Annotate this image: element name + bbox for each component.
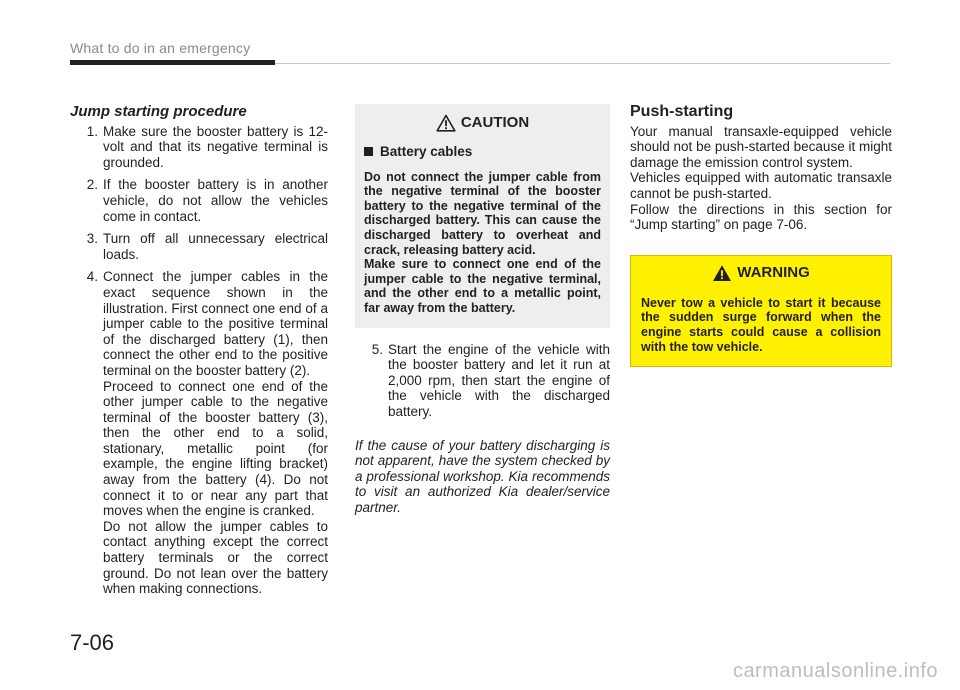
step-4 bbox=[70, 269, 328, 596]
step-2 bbox=[70, 177, 328, 224]
step-text: Make sure the booster battery is 12-volt and that its negative terminal is grounded. bbox=[103, 123, 328, 170]
step-5 bbox=[355, 342, 610, 420]
caution-title bbox=[364, 114, 601, 132]
step-4-paragraph-2: Proceed to connect one end of the other jumper cable to the negative terminal of the booster battery (3), then the other end to a solid, stationary, metallic point (for example, the engine lifting bracket) away from the battery (4). Do not connect it to or near any part that moves when the engine is cranked. bbox=[103, 378, 328, 519]
watermark: carmanualsonline.info bbox=[732, 660, 938, 682]
step-number: 1. bbox=[86, 123, 98, 139]
step-number: 5. bbox=[371, 341, 383, 357]
step-4-paragraph-1: Connect the jumper cables in the exact sequence shown in the illustration. First connect one end of a jumper cable to the positive terminal of the discharged battery (1), then connect the other end to the positive terminal on the booster battery (2). bbox=[103, 269, 328, 378]
warning-triangle-icon bbox=[712, 264, 732, 282]
square-bullet-icon bbox=[364, 147, 373, 156]
step-number: 2. bbox=[86, 177, 98, 193]
jump-starting-heading: Jump starting procedure bbox=[70, 103, 247, 120]
step-number: 3. bbox=[86, 231, 98, 247]
step-text: Start the engine of the vehicle with the booster battery and let it run at 2,000 rpm, then start the engine of the vehicle with the discharged battery. bbox=[388, 341, 610, 419]
push-starting-paragraph-1: Your manual transaxle-equipped vehicle should not be push-started because it might damage the emission control system. bbox=[630, 123, 892, 170]
running-header: What to do in an emergency bbox=[70, 40, 251, 56]
caution-subheading-text: Battery cables bbox=[380, 144, 473, 159]
jump-start-steps bbox=[70, 124, 328, 597]
step-1 bbox=[70, 124, 328, 171]
push-starting-heading: Push-starting bbox=[630, 103, 734, 120]
caution-box bbox=[355, 104, 610, 328]
step-text bbox=[103, 269, 328, 596]
caution-title-text: CAUTION bbox=[460, 114, 530, 132]
step-number: 4. bbox=[86, 269, 98, 285]
step-3 bbox=[70, 231, 328, 262]
caution-paragraph-1: Do not connect the jumper cable from the negative terminal of the booster battery to the negative terminal of the discharged battery. This can cause the discharged battery to overheat and crack, releasing battery acid. bbox=[364, 169, 601, 257]
caution-subheading bbox=[364, 144, 601, 160]
left-column bbox=[70, 104, 328, 604]
page-number: 7-06 bbox=[70, 630, 115, 655]
warning-box bbox=[630, 255, 892, 367]
battery-note: If the cause of your battery discharging is not apparent, have the system checked by a professional workshop. Kia recommends to visit an authorized Kia dealer/service partner. bbox=[355, 437, 610, 515]
push-starting-paragraph-3: Follow the directions in this section for “Jump starting” on page 7-06. bbox=[630, 201, 892, 233]
caution-paragraph-2: Make sure to connect one end of the jumper cable to the negative terminal, and the other end to a metallic point, far away from the battery. bbox=[364, 257, 601, 315]
step-text: If the booster battery is in another vehicle, do not allow the vehicles come in contact. bbox=[103, 177, 328, 224]
push-starting-paragraph-2: Vehicles equipped with automatic transaxle cannot be push-started. bbox=[630, 170, 892, 201]
middle-column bbox=[355, 104, 610, 515]
header-rule-thin bbox=[275, 63, 890, 64]
header-rule-thick bbox=[70, 60, 275, 65]
right-column bbox=[630, 104, 892, 367]
step-text: Turn off all unnecessary electrical loads. bbox=[103, 231, 328, 262]
warning-title-text: WARNING bbox=[737, 263, 810, 281]
warning-triangle-icon bbox=[436, 114, 456, 132]
step-4-paragraph-3: Do not allow the jumper cables to contact anything except the correct battery terminals or the correct ground. Do not lean over the battery when making connections. bbox=[103, 518, 328, 597]
warning-text: Never tow a vehicle to start it because the sudden surge forward when the engine starts could cause a collision with the tow vehicle. bbox=[641, 295, 881, 354]
warning-title bbox=[641, 264, 881, 282]
